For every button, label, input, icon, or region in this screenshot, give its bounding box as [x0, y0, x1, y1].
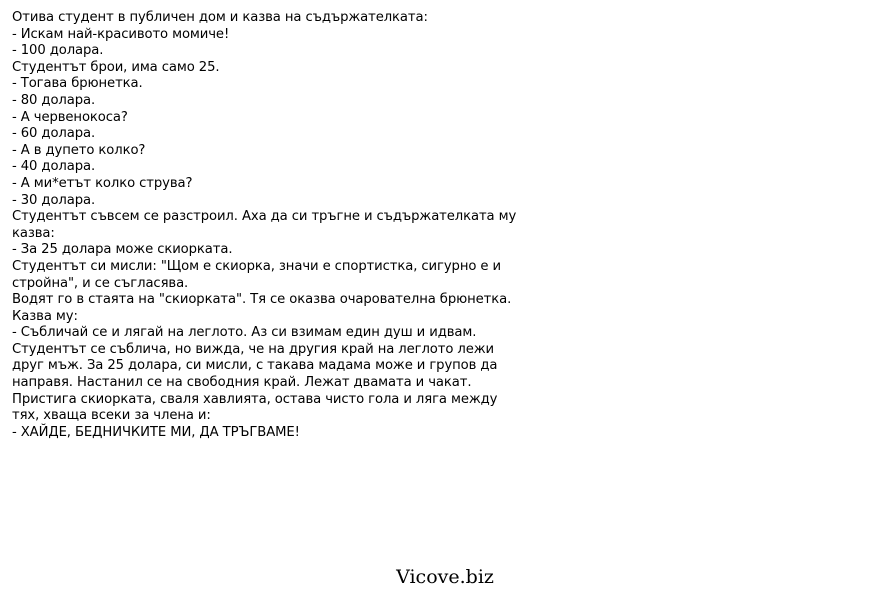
joke-line: - А в дупето колко?: [12, 142, 146, 158]
joke-line: стройна", и се съгласява.: [12, 275, 189, 291]
joke-line: - Искам най-красивото момиче!: [12, 26, 230, 42]
joke-line: - 80 долара.: [12, 92, 96, 108]
joke-line: - А ми*етът колко струва?: [12, 175, 193, 191]
joke-line: казва:: [12, 225, 55, 241]
joke-line: - 30 долара.: [12, 192, 96, 208]
joke-line: направя. Настанил се на свободния край. Лежат двамата и чакат.: [12, 375, 472, 391]
joke-line: - А червенокоса?: [12, 109, 128, 125]
joke-line: Водят го в стаята на "скиорката". Тя се оказва очарователна брюнетка.: [12, 292, 512, 308]
joke-line: Студентът се съблича, но вижда, че на другия край на леглото лежи: [12, 341, 495, 357]
joke-line: Отива студент в публичен дом и казва на съдържателката:: [12, 10, 428, 25]
joke-line: - Събличай се и лягай на леглото. Аз си взимам един душ и идвам.: [12, 325, 477, 341]
joke-line: - ХАЙДЕ, БЕДНИЧКИТЕ МИ, ДА ТРЪГВАМЕ!: [12, 424, 300, 440]
joke-line: - 100 долара.: [12, 43, 104, 59]
joke-line: друг мъж. За 25 долара, си мисли, с такава мадама може и групов да: [12, 358, 498, 374]
joke-line: Студентът съвсем се разстроил. Аха да си тръгне и съдържателката му: [12, 209, 517, 225]
joke-line: Пристига скиорката, сваля хавлията, остава чисто гола и ляга между: [12, 391, 498, 407]
joke-line: - Тогава брюнетка.: [12, 76, 143, 92]
joke-line: - 60 долара.: [12, 126, 96, 142]
joke-line: - За 25 долара може скиорката.: [12, 242, 233, 258]
joke-line: - 40 долара.: [12, 159, 96, 175]
site-watermark: Vicove.biz: [396, 566, 494, 588]
joke-line: тях, хваща всеки за члена и:: [12, 408, 211, 424]
joke-text: [12, 10, 582, 441]
joke-line: Казва му:: [12, 308, 78, 324]
joke-line: Студентът брои, има само 25.: [12, 59, 220, 75]
joke-line: Студентът си мисли: "Щом е скиорка, значи е спортистка, сигурно е и: [12, 258, 501, 274]
